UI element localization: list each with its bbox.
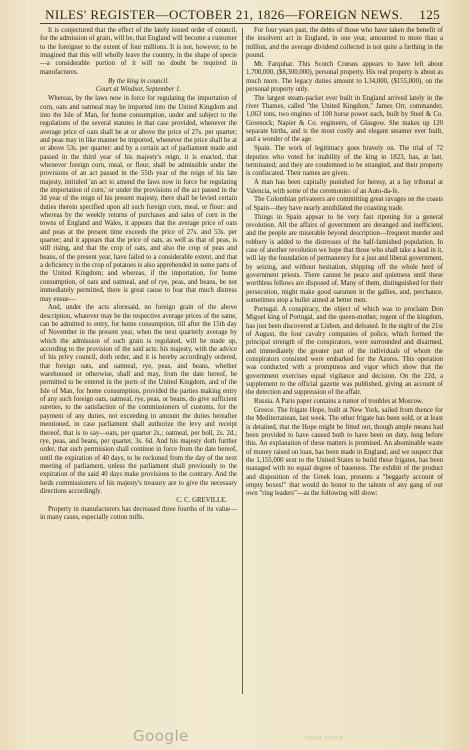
paragraph-insolvent: For four years past, the debts of those who have taken the benefit of the insolvent act in England, in one year, amounted to more than a million, and the average dividend collected is not quite a farthing in the pound. [246, 27, 443, 60]
order-court-line: Court at Windsor, September 1. [95, 86, 182, 94]
page-header [40, 4, 440, 24]
paragraph-order-body: And, under the acts aforesaid, no foreign grain of the above description, whatever may be the respective average prices of the same, can be admitted to entry, for home consumption, till after the 15th day of November in the present year, when the next quarterly average by which the admission of such grain is regulated, will be made up, according to the provision of the said acts: his majesty, with the advice of his privy council, doth order, and it is hereby accordingly ordered, that foreign oats, and oatmeal, rye, peas, and beans, whether warehoused or otherwise, shall and may, from the date hereof, be permitted to be entered in the ports of the United Kingdom, and of the Isle of Man, for home consumption, provided the parties making entry of any such foreign oats, oatmeal, rye, peas, or beans, do give sufficient sureties, to the satisfaction of the commissioners of customs, for the payment of any duties, not exceeding in amount the duties hereafter mentioned, in case parliament shall authorize the levy and receipt thereof, that is to say—oats, per quarter 2s.; oatmeal, per boll, 2s. 2d.; rye, peas, and beans, per quarter, 3s. 6d. And his majesty doth further order, that such permission shall continue in force from the date hereof, until the expiration of 40 days, to be reckoned from the day of the next meeting of parliament, unless the parliament shall previously to the expiration of the said 40 days make provisions to the contrary. And the lords commissioners of his majesty's treasury are to give the necessary directions accordingly. [40, 304, 237, 495]
paragraph-portugal: Portugal. A conspiracy, the object of which was to proclaim Don Miguel king of Portugal, and the queen-mother, regent of the kingdom, has just been discovered at Lisbon, and defeated. In the night of the 21st of August, the four cavalry companies of police, which formed the principal strength of the conspirators, were surrounded and disarmed, and immediately the greater part of the individuals of whom the conspirators consisted were embarked for the Azores. This operation was conducted with a promptness and vigor which show that the government exercises equal vigilance and decision. On the 22d, a supplement to the official gazette was published, giving an account of the detection and suppression of the affair. [246, 305, 443, 397]
column-rule [242, 28, 243, 694]
running-title: NILES' REGISTER—OCTOBER 21, 1826—FOREIGN NEWS. [45, 7, 403, 22]
paragraph-steam-packet: The largest steam-packet ever built in England arrived lately in the river Thames, called "the United Kingdom," James Orr, commander, 1,063 tons, two engines of 100 horse power each, built by Steel & Co. Greenock; Napier & Co. engineers, of Glasgow. She makes up 120 separate births, and is the most costly and elegant steamer ever built, and a wonder of the age. [246, 94, 443, 144]
order-heading: By the king in council. [108, 77, 169, 85]
paragraph-greece: Greece. The frigate Hope, built at New York, sailed from thence for the Mediterranean, last week. The other frigate has been sold, or at least is detained, that the Hope might be fitted out, though ample means had been provided to have caused both to have been on duty, long before this. An explanation of these matters is promised. An abominable waste of money raised on loan, has been made in England, and we suspect that the 1,155,000 sent to the United States to build these frigates, has been managed with no equal degree of baseness. The exhibit of the product and disposition of the Greek loan, presents a "beggarly account of empty boxes!" that would do honor to the talents of any gang of our own "ring leaders"—as the following will show: [246, 406, 443, 498]
paragraph-heresy: A man has been capitally punished for heresy, at a lay tribunal at Valencia, with some of the ceremonies of an Auto-da-fe. [246, 179, 443, 195]
left-column [40, 26, 237, 523]
paragraph-manufactures: Property in manufacturers has decreased three fourths of its value—in many cases, especially cotton mills. [40, 505, 237, 521]
paragraph-whereas: Whereas, by the laws now in force for regulating the importation of corn, oats and oatmeal may be imported into the United Kingdom and into the Isle of Man, for home consumption, under and subject to the regulations of the several statutes in that case provided, whenever the average price of oats shall be at or above the price of 27s. per quarter; and peas may in like manner be imported, whenever the price shall be at or above 53s. per quarter: and by a certain act of parliament made and passed in the third year of his majesty's reign, it is enacted, that whenever foreign corn, meal, or flour, shall be admissible under the provisions of an act passed in the 55th year of the reign of his late majesty, intituled 'an act to amend the laws now in force for regulating the importation of corn,' or under the provisions of the act passed in the 3d year of the reign of his present majesty, there shall be levied certain duties therein specified upon all such foreign corn, meal, or flour: and whereas by the weekly returns of purchases and sales of corn in the towns of England and Wales, it appears that the average price of oats and peas at the present time exceeds the price of 27s. and 53s. per quarter; and it appears that the price of oats, as well as that of peas, is still rising, and that the crop of oats, and also the crop of peas and beans, of the present year, have failed to a considerable extent, and that a deficiency in the crop of potatoes is also apprehended in some parts of the United Kingdom; and whereas, if the importation, for home consumption, of oats and oatmeal, and of rye, peas, and beans, be not immediately permitted, there is great cause to fear that much distress may ensue— [40, 95, 237, 303]
paragraph-spain: Spain. The work of legitimacy goes bravely on. The trial of 72 deputies who voted for inability of the king in 1823, has, at last, terminated; and they are condemned to be strangled, and their property is confiscated. Their names are given. [246, 145, 443, 178]
paragraph-grain-order: It is conjectured that the effect of the lately issued order of council, for the admission of grain, will be, that England will become a customer to the foreigner to the extent of four millions. It is not, however, to be imagined that this will wholly leave the country, in the shape of specie—a considerable portion of it will no doubt be required in manufactures. [40, 27, 237, 76]
paragraph-russia: Russia. A Paris paper contains a rumor of troubles at Moscow. [254, 398, 424, 406]
paragraph-spain-revolution: Things in Spain appear to be very fast ripening for a general revolution. All the affairs of government are deranged and inefficient, and the people are miserable beyond description—frequent murder and robbery is added to the distresses of the half-famished population. In case of another revolution we hope that those who shall take a lead in it, will lay the foundation of permanency for a just and liberal government, by seizing, and without hesitation, shipping off the whole herd of government priests. There cannot be peace and quietness until these worthless fellows are disposed of. Many of them, distinguished for their persecution, might make good oarsmen in the gallies, and, perchance, sometimes stop a bullet aimed at better men. [246, 213, 443, 304]
paragraph-farquhar: Mr. Farquhar. This Scotch Crœsus appears to have left about 1,700,000, ($8,300,000), personal property. His real property is about as much more. The legacy duties amount to L34,000, ($155,000), on the personal property only. [246, 60, 443, 93]
paragraph-privateers: The Colombian privateers are committing great ravages on the coasts of Spain—they have nearly annihilated the coasting trade. [246, 196, 443, 212]
right-column [246, 26, 443, 499]
scan-watermark: Google [133, 727, 189, 745]
page-footer [0, 722, 470, 750]
page-number: 125 [419, 7, 440, 22]
order-signature: C. C. GREVILLE. [176, 496, 227, 504]
library-stamp: PENN STATE [305, 736, 344, 742]
